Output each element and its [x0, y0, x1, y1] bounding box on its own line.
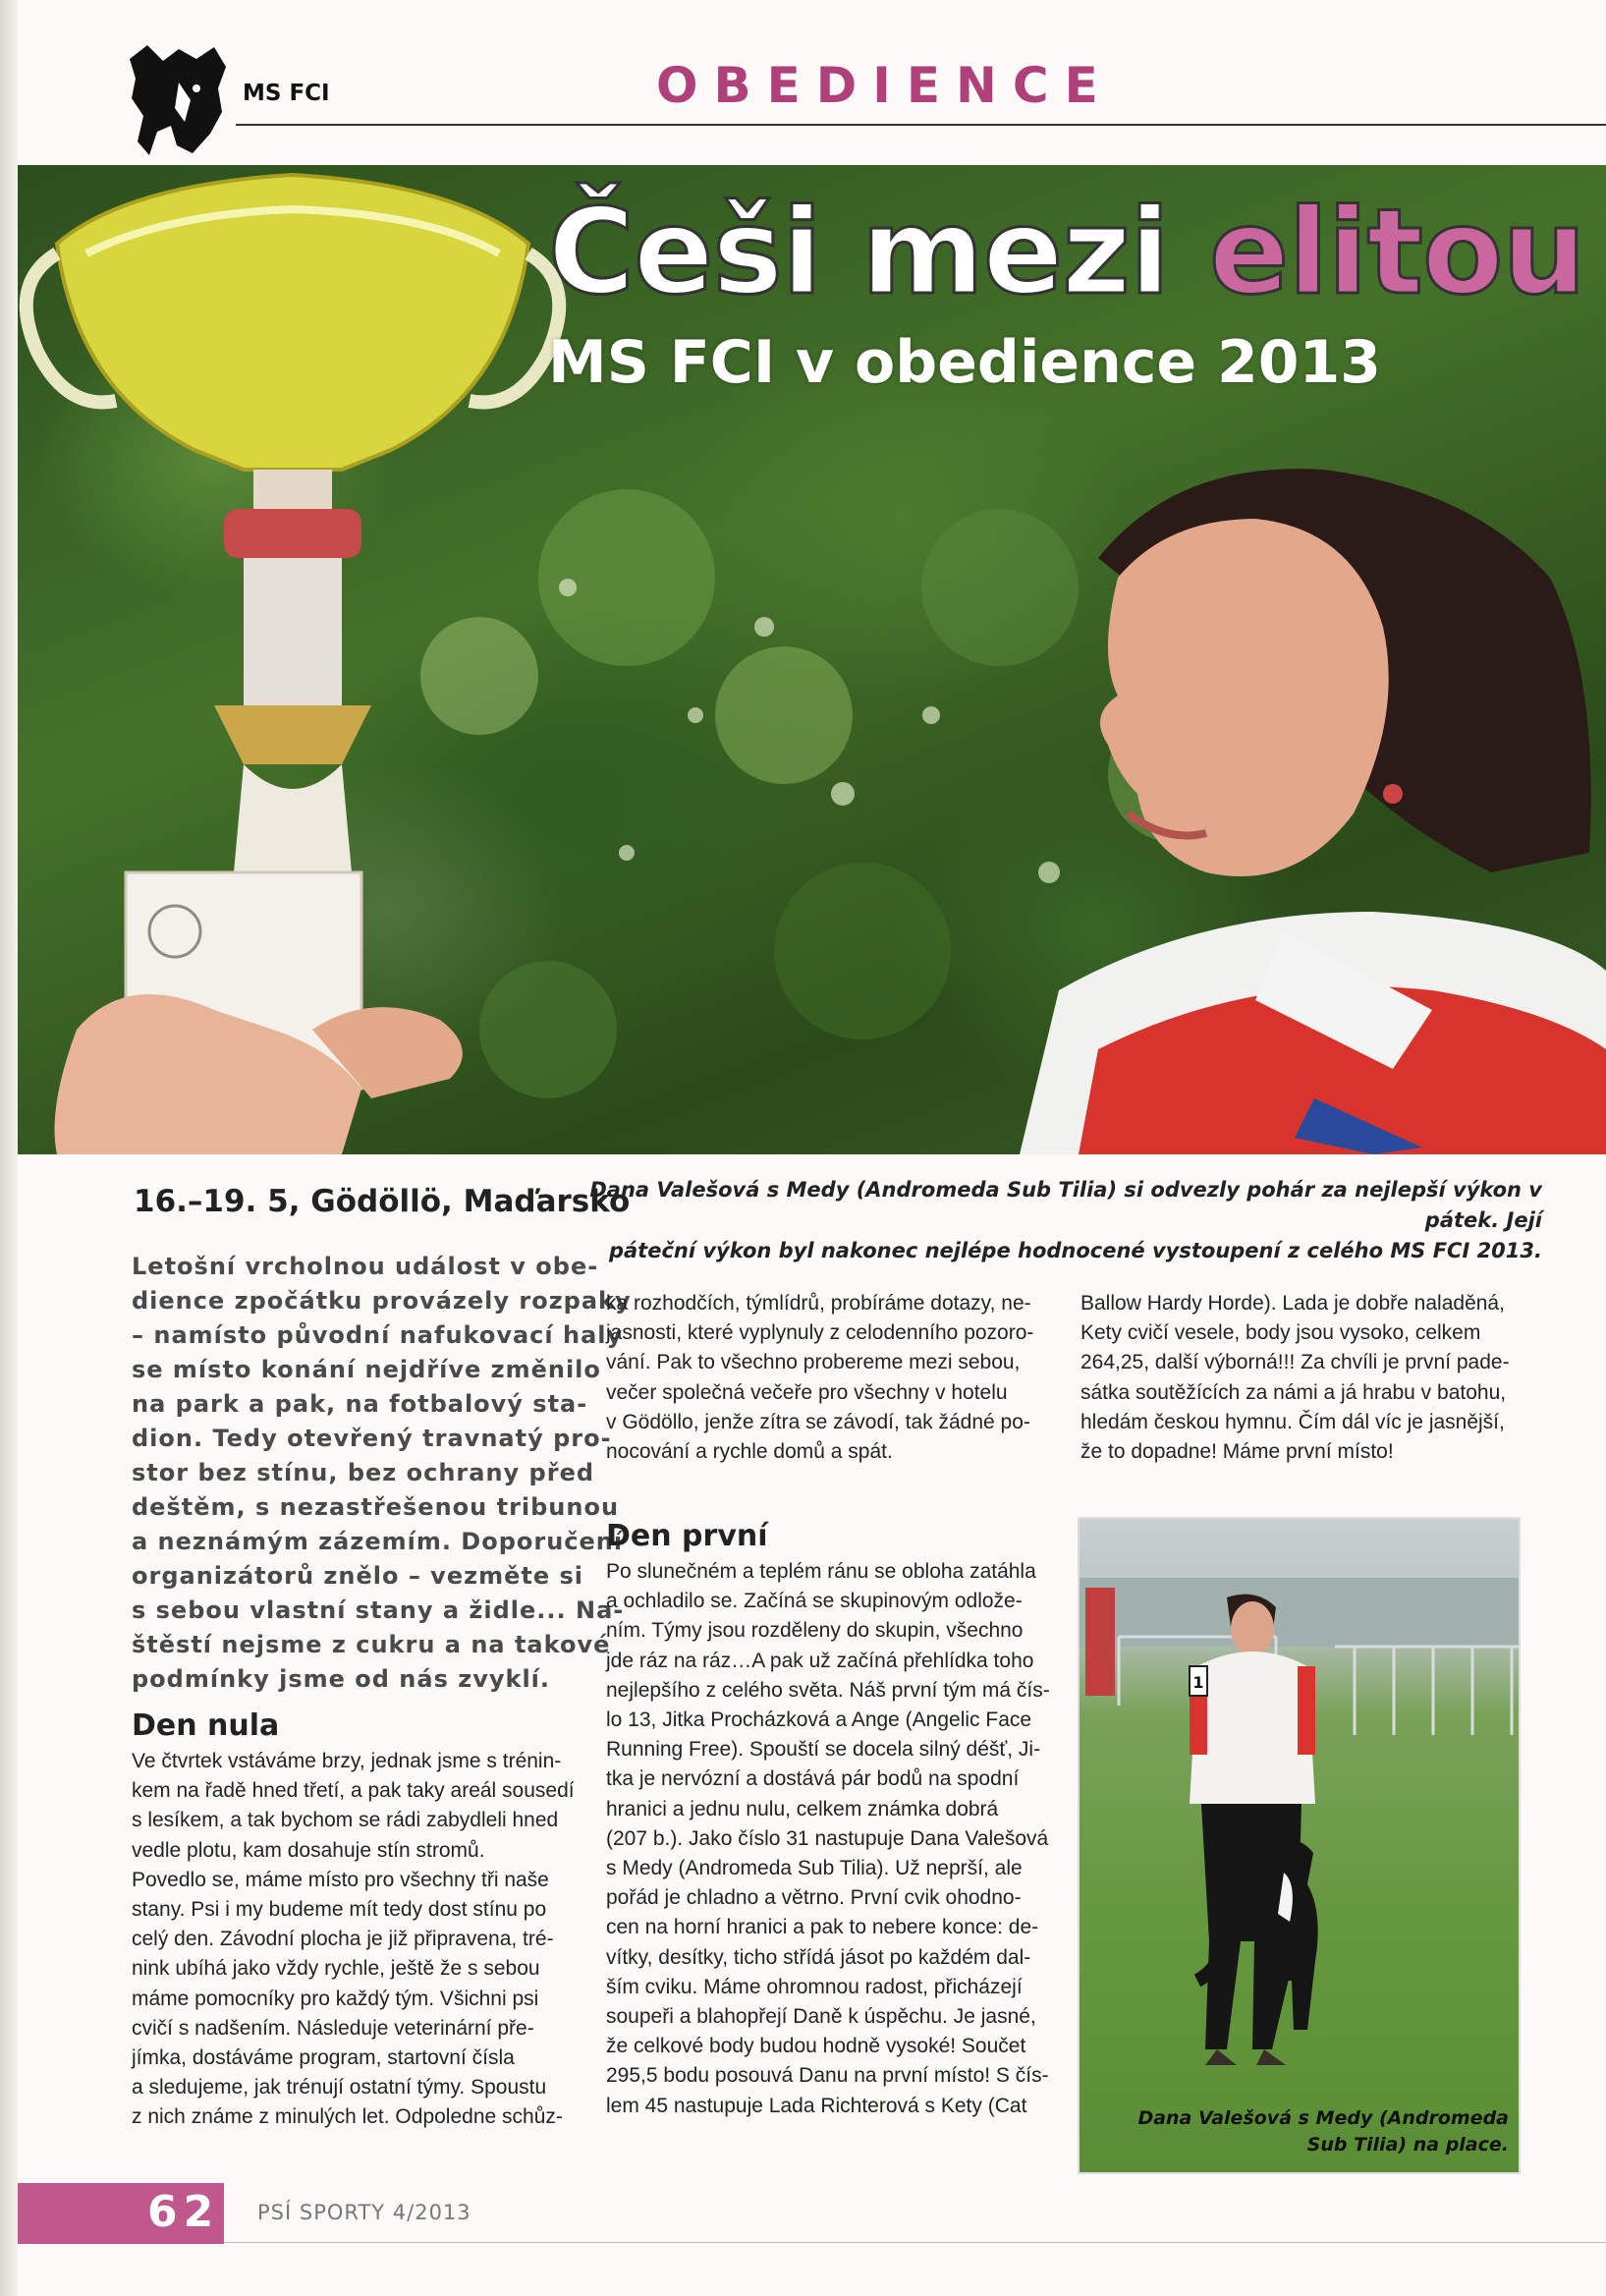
hero-subtitle: MS FCI v obedience 2013: [548, 328, 1381, 397]
section-label: MS FCI: [243, 81, 330, 106]
body-line: ním. Týmy jsou rozděleny do skupin, všechno: [606, 1619, 1024, 1643]
intro-line: s sebou vlastní stany a židle... Na-: [132, 1596, 625, 1624]
body-line: ším cviku. Máme ohromnou radost, přicházejí: [606, 1975, 1023, 1998]
handler-dog-illustration: [1080, 1519, 1519, 2172]
footer-rule: [224, 2242, 1606, 2243]
body-line: lo 13, Jitka Procházková a Ange (Angelic Face: [606, 1708, 1032, 1732]
body-line: kem na řadě hned třetí, a pak taky areál sousedí: [132, 1779, 575, 1803]
intro-line: stor bez stínu, bez ochrany před: [132, 1459, 595, 1486]
body-line: Kety cvičí vesele, body jsou vysoko, celkem: [1080, 1321, 1481, 1345]
section-den-nula: [132, 1708, 583, 1744]
handler-dog-photo: [1078, 1517, 1521, 2174]
intro-line: a neznámým zázemím. Doporučení: [132, 1528, 624, 1555]
magazine-issue: PSÍ SPORTY 4/2013: [257, 2201, 471, 2224]
section-heading: Den nula: [132, 1708, 280, 1743]
hero-photo: [18, 165, 1606, 1154]
intro-line: – namísto původní nafukovací haly: [132, 1321, 624, 1349]
body-line: 295,5 bodu posouvá Danu na první místo! S čís-: [606, 2064, 1049, 2088]
body-line: a ochladilo se. Začíná se skupinovým odlože-: [606, 1590, 1023, 1613]
intro-line: štěstí nejsme z cukru a na takové: [132, 1631, 611, 1658]
body-line: v Gödöllo, jenže zítra se závodí, tak žádné po-: [606, 1410, 1030, 1433]
hero-caption: [550, 1175, 1542, 1266]
body-line: sátka soutěžících za námi a já hrabu v batohu,: [1080, 1380, 1507, 1404]
body-line: Povedlo se, máme místo pro všechny tři naše: [132, 1868, 549, 1891]
bib-number: 1: [1192, 1673, 1204, 1692]
body-line: Running Free). Spouští se docela silný déšť, Ji-: [606, 1738, 1041, 1762]
body-line: a sledujeme, jak trénují ostatní týmy. Spoustu: [132, 2076, 547, 2100]
body-column-b-continued: [606, 1557, 1050, 2121]
intro-line: organizátorů znělo – vezměte si: [132, 1562, 583, 1590]
body-line: večer společná večeře pro všechny v hotelu: [606, 1380, 1008, 1404]
body-line: Ballow Hardy Horde). Lada je dobře naladěná,: [1080, 1292, 1505, 1315]
body-line: z nich známe z minulých let. Odpoledne schůz-: [132, 2105, 563, 2129]
body-line: s lesíkem, a tak bychom se rádi zabydleli hned: [132, 1809, 559, 1832]
header-rule: [236, 124, 1606, 126]
body-line: stany. Psi i my budeme mít tedy dost stínu po: [132, 1898, 547, 1922]
body-line: nocování a rychle domů a spát.: [606, 1440, 893, 1464]
body-line: jasnosti, které vyplynuly z celodenního pozoro-: [606, 1321, 1034, 1345]
body-line: hledám českou hymnu. Čím dál víc je jasnější,: [1080, 1410, 1505, 1433]
body-line: pořád je chladno a větrno. První cvik ohodno-: [606, 1886, 1022, 1910]
photo2-caption: [1089, 2105, 1509, 2158]
photo2-caption-line: Sub Tilia) na place.: [1306, 2134, 1509, 2156]
intro-paragraph: [132, 1250, 632, 1697]
body-line: Po slunečném a teplém ránu se obloha zatáhla: [606, 1560, 1036, 1583]
body-line: lem 45 nastupuje Lada Richterová s Kety (Cat: [606, 2094, 1027, 2117]
body-line: ka rozhodčích, týmlídrů, probíráme dotazy, ne-: [606, 1292, 1031, 1315]
dog-head-logo-icon: [120, 39, 236, 159]
hero-caption-line: páteční výkon byl nakonec nejlépe hodnocené vystoupení z celého MS FCI 2013.: [608, 1239, 1542, 1262]
body-line: hranici a jednu nulu, celkem známka dobrá: [606, 1797, 999, 1820]
intro-line: dion. Tedy otevřený travnatý pro-: [132, 1425, 612, 1452]
hero-title-accent: elitou: [1208, 185, 1585, 321]
intro-line: se místo konání nejdříve změnilo: [132, 1356, 601, 1383]
body-line: Ve čtvrtek vstáváme brzy, jednak jsme s trénin-: [132, 1750, 562, 1772]
intro-line: Letošní vrcholnou událost v obe-: [132, 1253, 599, 1280]
body-line: vítky, desítky, ticho střídá jásot po každém dal-: [606, 1945, 1031, 1969]
intro-line: podmínky jsme od nás zvyklí.: [132, 1665, 551, 1693]
body-line: celý den. Závodní plocha je již připravena, tré-: [132, 1928, 554, 1951]
intro-line: na park a pak, na fotbalový sta-: [132, 1390, 588, 1418]
body-line: cvičí s nadšením. Následuje veterinární pře-: [132, 2016, 534, 2040]
page-binding-edge: [0, 0, 18, 2296]
body-line: tka je nervózní a dostává pár bodů na spodní: [606, 1767, 1020, 1791]
section-den-prvni: [606, 1519, 1038, 1554]
body-line: vedle plotu, kam dosahuje stín stromů.: [132, 1838, 485, 1862]
body-line: jímka, dostáváme program, startovní čísla: [132, 2046, 515, 2070]
section-heading: Den první: [606, 1519, 768, 1553]
body-line: že celkové body budou hodně vysoké! Součet: [606, 2035, 1026, 2058]
page-number: 62: [147, 2187, 220, 2237]
body-line: soupeři a blahopřejí Daně k úspěchu. Je jasné,: [606, 2005, 1036, 2029]
body-line: vání. Pak to všechno probereme mezi sebou,: [606, 1351, 1021, 1374]
body-column-c: [1080, 1289, 1513, 1467]
intro-line: dience zpočátku provázely rozpaky: [132, 1287, 632, 1315]
body-line: nejlepšího z celého světa. Náš první tým má čís-: [606, 1678, 1050, 1702]
body-line: máme pomocníky pro každý tým. Všichni psi: [132, 1987, 539, 2010]
dateline: 16.–19. 5, Gödöllö, Maďarsko: [134, 1184, 631, 1219]
body-line: (207 b.). Jako číslo 31 nastupuje Dana Valešová: [606, 1826, 1049, 1850]
body-line: s Medy (Andromeda Sub Tilia). Už neprší, ale: [606, 1857, 1023, 1880]
body-line: že to dopadne! Máme první místo!: [1080, 1440, 1394, 1464]
photo2-caption-line: Dana Valešová s Medy (Andromeda: [1137, 2107, 1509, 2129]
body-line: nink ubíhá jako vždy rychle, ještě že s sebou: [132, 1957, 540, 1981]
body-column-b: [606, 1289, 1038, 1467]
body-line: jde ráz na ráz…A pak už začíná přehlídka toho: [606, 1649, 1034, 1672]
body-line: 264,25, další výborná!!! Za chvíli je první pade-: [1080, 1351, 1510, 1374]
hero-caption-line: Dana Valešová s Medy (Andromeda Sub Tilia) si odvezly pohár za nejlepší výkon v pátek. Její: [589, 1178, 1542, 1232]
hero-title: [548, 185, 1585, 321]
intro-line: deštěm, s nezastřešenou tribunou: [132, 1493, 620, 1521]
body-line: cen na horní hranici a pak to nebere konce: de-: [606, 1916, 1039, 1939]
body-column-a: [132, 1747, 583, 2133]
hero-title-main: Češi mezi: [548, 185, 1209, 321]
handler-portrait: [1020, 469, 1606, 1154]
section-title: OBEDIENCE: [656, 57, 1114, 114]
